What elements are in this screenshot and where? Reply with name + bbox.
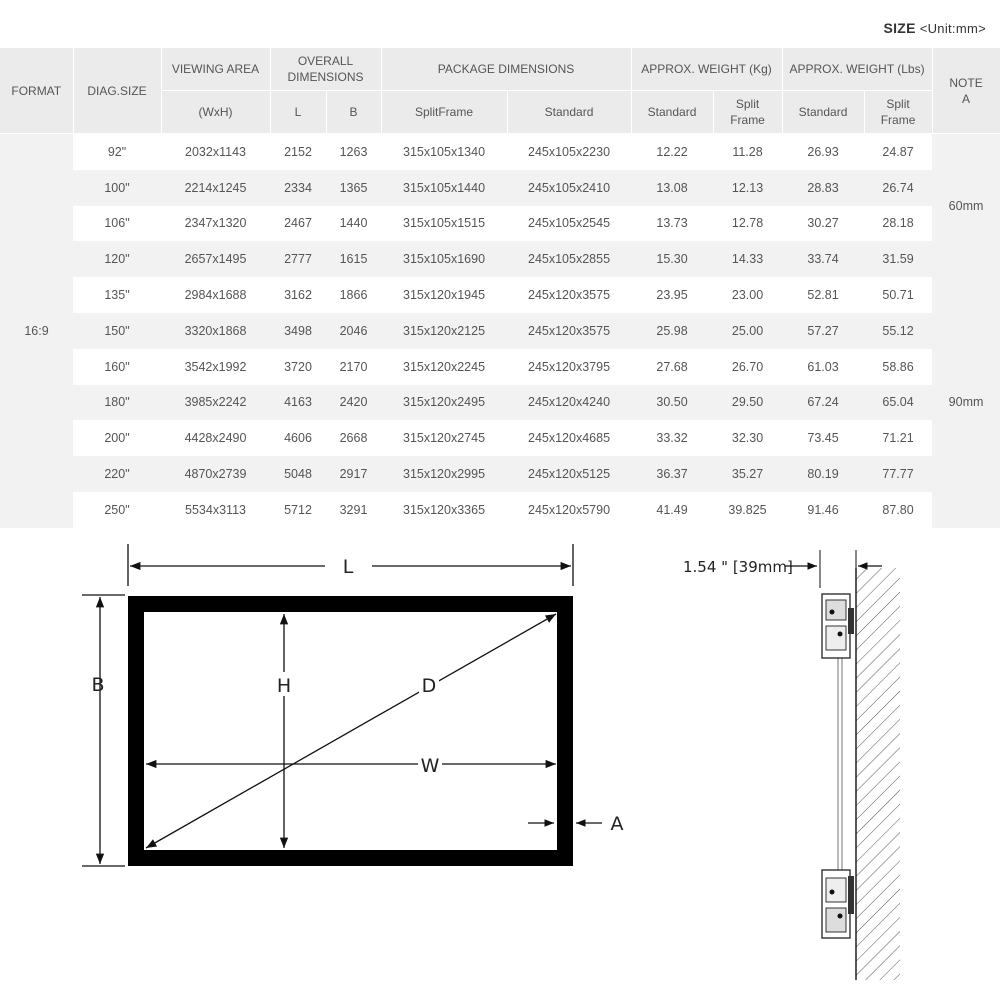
- note-cell: 60mm: [932, 134, 1000, 278]
- header-package-standard: Standard: [507, 91, 631, 134]
- cell-diag-size: 106": [104, 216, 130, 231]
- cell-diag-size: 220": [73, 456, 161, 492]
- cell-kg-split: 14.33: [713, 241, 782, 277]
- cell-package-standard: 245x120x4685: [528, 431, 611, 446]
- wall: [856, 568, 900, 980]
- cell-kg-split: 25.00: [713, 313, 782, 349]
- header-package-split: SplitFrame: [381, 91, 507, 134]
- cell-overall-l: 2152: [284, 144, 312, 159]
- cell-package-standard: 245x120x5790: [528, 502, 611, 517]
- table-row: [0, 277, 1000, 313]
- cell-package-standard: 245x105x2545: [528, 216, 611, 231]
- cell-lbs-split: 50.71: [882, 288, 914, 303]
- cell-diag-size: 250": [104, 502, 130, 517]
- cell-viewing-area: 3542x1992: [184, 359, 247, 374]
- cell-kg-standard: 13.08: [631, 170, 713, 206]
- cell-lbs-split: 71.21: [882, 431, 914, 446]
- table-row: [0, 241, 1000, 277]
- cell-overall-l: 5048: [270, 456, 326, 492]
- header-lbs-split: Split Frame: [864, 91, 932, 134]
- label-d: D: [421, 675, 437, 697]
- label-w: W: [420, 755, 440, 777]
- cell-diag-size: 135": [104, 288, 130, 303]
- unit-note: [883, 20, 986, 36]
- cell-lbs-split: 55.12: [864, 313, 932, 349]
- cell-overall-l: 5712: [284, 502, 312, 517]
- table-row: [0, 385, 1000, 421]
- header-viewing-area-wxh: (WxH): [161, 91, 270, 134]
- cell-kg-split: 12.13: [713, 170, 782, 206]
- size-spec-table: [0, 48, 1000, 528]
- cell-kg-standard: 33.32: [656, 431, 688, 446]
- cell-kg-split: 12.78: [731, 216, 764, 231]
- cell-viewing-area: 2347x1320: [184, 216, 247, 231]
- cell-package-split: 315x120x2745: [403, 431, 486, 446]
- cell-package-split: 315x105x1440: [381, 170, 507, 206]
- cell-kg-standard: 12.22: [656, 144, 688, 159]
- cell-viewing-area: 2032x1143: [185, 144, 246, 159]
- cell-lbs-standard: 91.46: [807, 502, 839, 517]
- header-package-dimensions: PACKAGE DIMENSIONS: [381, 48, 631, 91]
- cell-package-split: 315x105x1690: [381, 241, 507, 277]
- cell-package-split: 315x120x2995: [381, 456, 507, 492]
- cell-package-split: 315x120x2245: [403, 359, 486, 374]
- cell-lbs-split: 58.86: [882, 359, 914, 374]
- side-dimension-label: 1.54 " [39mm]: [683, 558, 793, 576]
- cell-kg-split: 29.50: [713, 385, 782, 421]
- cell-overall-b: 1866: [339, 288, 368, 303]
- size-label: SIZE: [883, 20, 916, 36]
- table-row: [0, 134, 1000, 170]
- cell-lbs-standard: 73.45: [807, 431, 839, 446]
- cell-overall-b: 1365: [326, 170, 381, 206]
- cell-diag-size: 92": [107, 144, 127, 159]
- cell-overall-b: 2046: [326, 313, 381, 349]
- diagonal-arrow: [146, 614, 556, 848]
- header-kg-standard: Standard: [631, 91, 713, 134]
- cell-kg-standard: 25.98: [631, 313, 713, 349]
- cell-lbs-split: 87.80: [882, 502, 914, 517]
- cell-kg-split: 23.00: [731, 288, 764, 303]
- cell-kg-standard: 15.30: [631, 241, 713, 277]
- cell-overall-l: 3498: [270, 313, 326, 349]
- header-weight-kg: APPROX. WEIGHT (Kg): [631, 48, 782, 91]
- table-row: [0, 456, 1000, 492]
- cell-viewing-area: 3985x2242: [161, 385, 270, 421]
- cell-lbs-standard: 61.03: [807, 359, 839, 374]
- cell-diag-size: 100": [73, 170, 161, 206]
- cell-kg-split: 32.30: [731, 431, 764, 446]
- cell-diag-size: 150": [73, 313, 161, 349]
- cell-package-standard: 245x120x3795: [528, 359, 611, 374]
- cell-package-standard: 245x105x2410: [507, 170, 631, 206]
- table-row: [0, 349, 1000, 385]
- format-cell: 16:9: [0, 134, 73, 528]
- cell-diag-size: 160": [104, 359, 130, 374]
- header-viewing-area: VIEWING AREA: [161, 48, 270, 91]
- label-l: L: [342, 556, 354, 578]
- header-note: NOTE A: [932, 48, 1000, 134]
- cell-overall-b: 1440: [339, 216, 368, 231]
- unit-label: <Unit:mm>: [919, 21, 986, 36]
- cell-viewing-area: 5534x3113: [185, 502, 246, 517]
- cell-lbs-standard: 52.81: [807, 288, 839, 303]
- cell-overall-b: 1263: [339, 144, 368, 159]
- cell-package-standard: 245x105x2230: [528, 144, 611, 159]
- cell-overall-b: 3291: [339, 502, 368, 517]
- cell-overall-l: 2467: [284, 216, 312, 231]
- cell-package-standard: 245x120x3575: [528, 288, 611, 303]
- cell-viewing-area: 3320x1868: [161, 313, 270, 349]
- table-row: [0, 313, 1000, 349]
- cell-kg-standard: 30.50: [631, 385, 713, 421]
- cell-diag-size: 120": [73, 241, 161, 277]
- cell-kg-split: 26.70: [731, 359, 764, 374]
- label-h: H: [276, 675, 292, 697]
- cell-package-standard: 245x105x2855: [507, 241, 631, 277]
- cell-viewing-area: 4870x2739: [161, 456, 270, 492]
- cell-kg-split: 39.825: [728, 502, 767, 517]
- cell-overall-l: 4163: [270, 385, 326, 421]
- header-overall-l: L: [270, 91, 326, 134]
- dimension-l: [128, 544, 573, 586]
- cell-package-split: 315x105x1340: [403, 144, 486, 159]
- header-lbs-standard: Standard: [782, 91, 864, 134]
- cell-overall-l: 3162: [284, 288, 312, 303]
- bottom-frame-bracket: [822, 870, 854, 938]
- dimension-a: [528, 813, 624, 835]
- cell-lbs-split: 26.74: [864, 170, 932, 206]
- cell-kg-split: 35.27: [713, 456, 782, 492]
- label-b: B: [91, 674, 105, 696]
- cell-viewing-area: 4428x2490: [184, 431, 247, 446]
- cell-viewing-area: 2984x1688: [184, 288, 247, 303]
- screen-dimension-diagram: [0, 530, 1000, 1000]
- header-weight-lbs: APPROX. WEIGHT (Lbs): [782, 48, 932, 91]
- cell-diag-size: 200": [104, 431, 130, 446]
- table-row: [0, 206, 1000, 242]
- cell-package-standard: 245x120x5125: [507, 456, 631, 492]
- label-a: A: [610, 813, 624, 835]
- header-format: FORMAT: [0, 48, 73, 134]
- cell-viewing-area: 2657x1495: [161, 241, 270, 277]
- cell-package-split: 315x120x2495: [381, 385, 507, 421]
- cell-lbs-standard: 28.83: [782, 170, 864, 206]
- cell-lbs-standard: 30.27: [807, 216, 839, 231]
- cell-package-split: 315x105x1515: [403, 216, 486, 231]
- cell-diag-size: 180": [73, 385, 161, 421]
- cell-lbs-split: 24.87: [882, 144, 914, 159]
- cell-kg-standard: 41.49: [656, 502, 688, 517]
- cell-overall-l: 2334: [270, 170, 326, 206]
- cell-lbs-standard: 67.24: [782, 385, 864, 421]
- cell-package-split: 315x120x1945: [403, 288, 486, 303]
- cell-package-standard: 245x120x4240: [507, 385, 631, 421]
- cell-lbs-split: 28.18: [882, 216, 914, 231]
- cell-lbs-standard: 33.74: [782, 241, 864, 277]
- cell-overall-l: 3720: [284, 359, 312, 374]
- table-row: [0, 492, 1000, 528]
- cell-kg-standard: 36.37: [631, 456, 713, 492]
- table-row: [0, 170, 1000, 206]
- cell-lbs-standard: 26.93: [807, 144, 839, 159]
- table-row: [0, 420, 1000, 456]
- header-diag-size: DIAG.SIZE: [73, 48, 161, 134]
- cell-package-standard: 245x120x3575: [507, 313, 631, 349]
- dimension-b: [82, 595, 125, 866]
- header-overall-dimensions: OVERALL DIMENSIONS: [270, 48, 381, 91]
- top-frame-bracket: [822, 594, 854, 658]
- cell-kg-standard: 23.95: [656, 288, 688, 303]
- note-cell: 90mm: [932, 277, 1000, 528]
- cell-lbs-split: 65.04: [864, 385, 932, 421]
- cell-overall-l: 4606: [284, 431, 312, 446]
- cell-lbs-split: 77.77: [864, 456, 932, 492]
- cell-kg-standard: 27.68: [656, 359, 688, 374]
- header-kg-split: Split Frame: [713, 91, 782, 134]
- cell-overall-b: 1615: [326, 241, 381, 277]
- cell-lbs-standard: 57.27: [782, 313, 864, 349]
- cell-overall-b: 2917: [326, 456, 381, 492]
- header-overall-b: B: [326, 91, 381, 134]
- cell-overall-b: 2170: [339, 359, 368, 374]
- cell-overall-l: 2777: [270, 241, 326, 277]
- cell-overall-b: 2668: [339, 431, 368, 446]
- cell-lbs-split: 31.59: [864, 241, 932, 277]
- side-profile-view: [683, 550, 900, 980]
- cell-overall-b: 2420: [326, 385, 381, 421]
- cell-kg-standard: 13.73: [656, 216, 688, 231]
- cell-package-split: 315x120x3365: [403, 502, 486, 517]
- cell-viewing-area: 2214x1245: [161, 170, 270, 206]
- cell-kg-split: 11.28: [732, 144, 763, 159]
- cell-lbs-standard: 80.19: [782, 456, 864, 492]
- cell-package-split: 315x120x2125: [381, 313, 507, 349]
